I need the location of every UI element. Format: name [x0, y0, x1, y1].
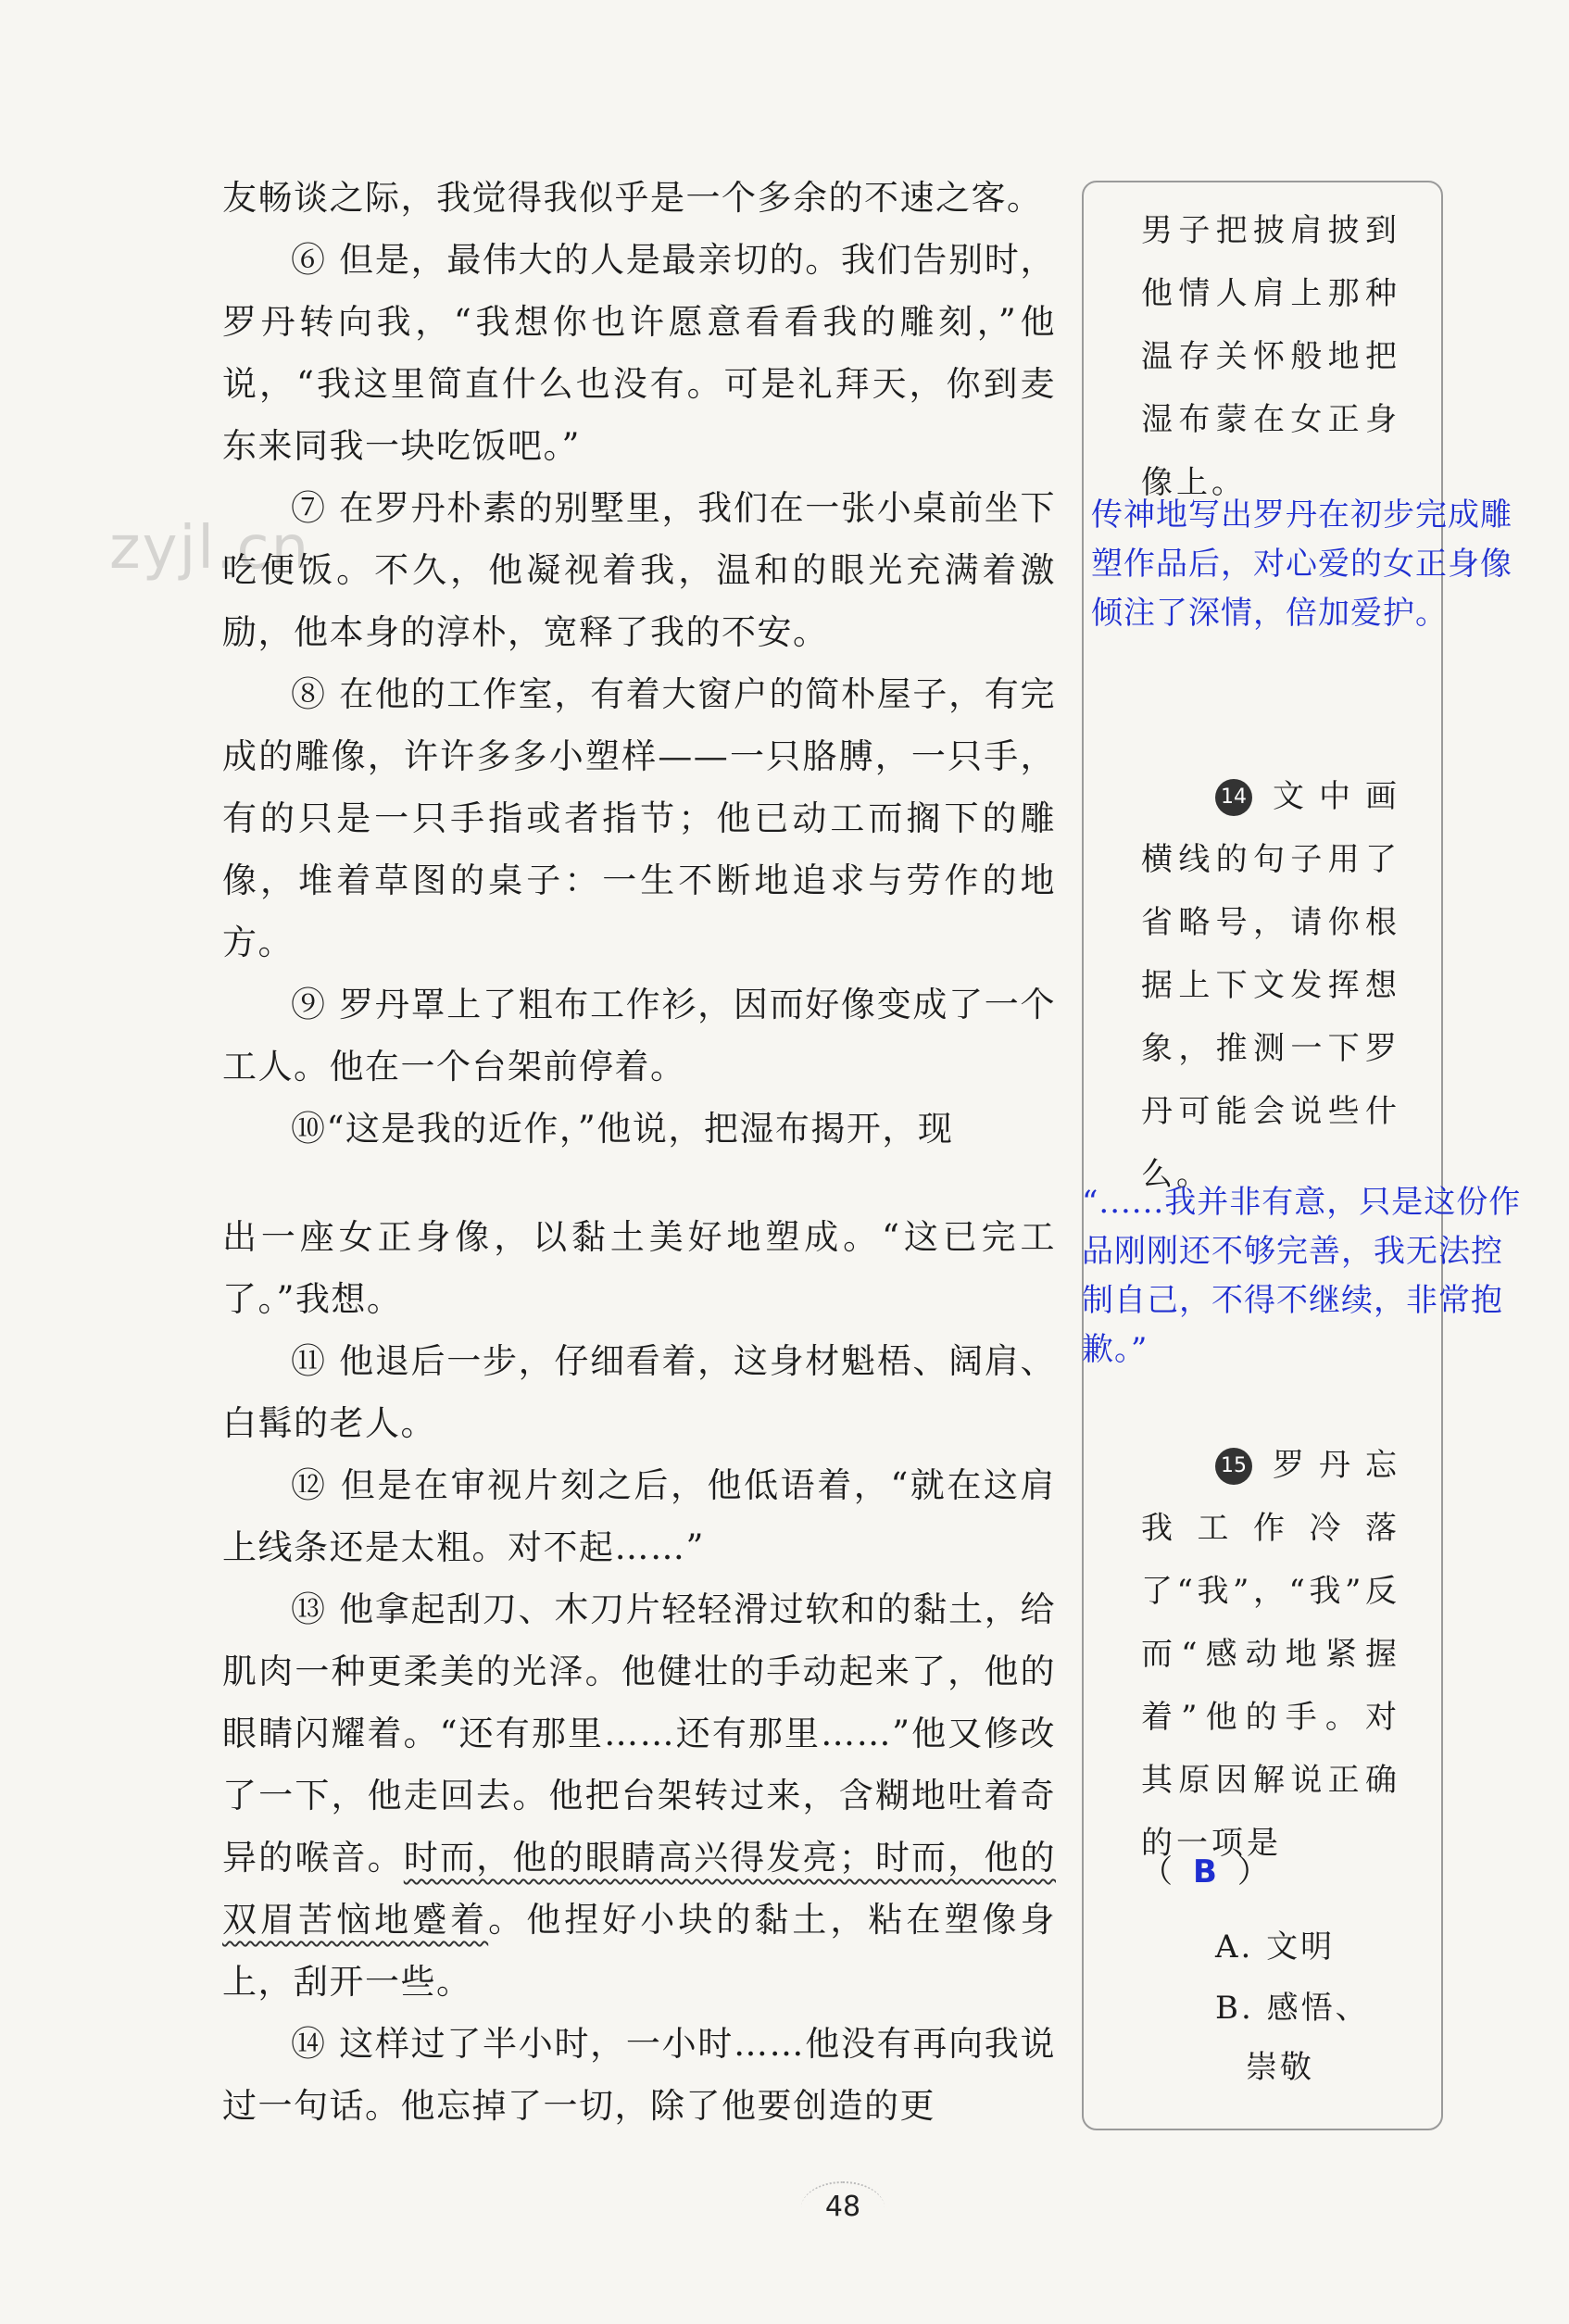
paragraph-10-end: 出一座女正身像，以黏土美好地塑成。“这已完工了。”我想。: [222, 1217, 1056, 1319]
paragraph-6: ⑥ 但是，最伟大的人是最亲切的。我们告别时，罗丹转向我，“我想你也许愿意看看我的雕刻，”他说，“我这里简直什么也没有。可是礼拜天，你到麦东来同我一块吃饭吧。”: [222, 240, 1056, 466]
annotation-note: 男子把披肩披到他情人肩上那种温存关怀般地把湿布蒙在女正身像上。: [1141, 212, 1400, 501]
article-column: [222, 167, 1056, 2137]
annotation-handwritten-answer: 传神地写出罗丹在初步完成雕塑作品后，对心爱的女正身像倾注了深情，倍加爱护。: [1091, 496, 1513, 632]
paren-open: （: [1141, 1853, 1176, 1891]
paragraph-7: ⑦ 在罗丹朴素的别墅里，我们在一张小桌前坐下吃便饭。不久，他凝视着我，温和的眼光充满着激励，他本身的淳朴，宽释了我的不安。: [222, 488, 1056, 652]
option-b-continued: 崇敬: [1246, 2049, 1314, 2086]
question-14-text: 文中画横线的句子用了省略号，请你根据上下文发挥想象，推测一下罗丹可能会说些什么。: [1141, 778, 1400, 1193]
question-14: [1141, 765, 1400, 1206]
paragraph-12: ⑫ 但是在审视片刻之后，他低语着，“就在这肩上线条还是太粗。对不起……”: [222, 1465, 1056, 1567]
paragraph-11: ⑪ 他退后一步，仔细看着，这身材魁梧、阔肩、白髯的老人。: [222, 1341, 1056, 1443]
paragraph-14: ⑭ 这样过了半小时，一小时……他没有再向我说过一句话。他忘掉了一切，除了他要创造的更: [222, 2024, 1056, 2126]
paragraph-10-start: ⑩“这是我的近作，”他说，把湿布揭开，现: [291, 1109, 954, 1149]
paragraph-13-text: ⑬ 他拿起刮刀、木刀片轻轻滑过软和的黏土，给肌肉一种更柔美的光泽。他健壮的手动起来了，他的眼睛闪耀着。“还有那里……还有那里……”他又修改了一下，他走回去。他把台架转过来，含糊地吐着奇异的喉音。: [222, 1589, 1056, 1878]
paren-close: ）: [1236, 1853, 1273, 1891]
page-number: 48: [824, 2191, 861, 2223]
watermark: zyjl.cn: [109, 514, 311, 583]
question-number-14-badge: 14: [1215, 779, 1252, 816]
question-15: [1141, 1434, 1400, 1875]
option-b: B. 感悟、: [1215, 1990, 1370, 2027]
question-15-text: 罗丹忘我工作冷落了“我”，“我”反而“感动地紧握着”他的手。对其原因解说正确的一项是: [1141, 1447, 1400, 1862]
paragraph-13: [222, 1578, 1056, 2013]
paragraph-13-tail: 。他捏好小块的黏土，粘在塑像身上，刮开一些。: [222, 1900, 1057, 2002]
question-14-handwritten-answer: “......我并非有意，只是这份作品刚刚还不够完善，我无法控制自己，不得不继续，非常抱歉。”: [1082, 1184, 1522, 1368]
question-number-15-badge: 15: [1215, 1448, 1252, 1485]
wavy-underlined-sentence: 时而，他的眼睛高兴得发亮；时而，他的双眉苦恼地蹙着: [222, 1838, 1057, 1940]
option-a: A. 文明: [1215, 1928, 1336, 1966]
question-15-answer-blank: [1141, 1840, 1400, 1903]
question-15-handwritten-answer: B: [1193, 1853, 1221, 1891]
paragraph-8: ⑧ 在他的工作室，有着大窗户的简朴屋子，有完成的雕像，许许多多小塑样——一只胳膊，一只手，有的只是一只手指或者指节；他已动工而搁下的雕像，堆着草图的桌子：一生不断地追求与劳作的地方。: [222, 674, 1056, 962]
paragraph-5-end: 友畅谈之际，我觉得我似乎是一个多余的不速之客。: [222, 178, 1043, 218]
paragraph-9: ⑨ 罗丹罩上了粗布工作衫，因而好像变成了一个工人。他在一个台架前停着。: [222, 985, 1056, 1087]
